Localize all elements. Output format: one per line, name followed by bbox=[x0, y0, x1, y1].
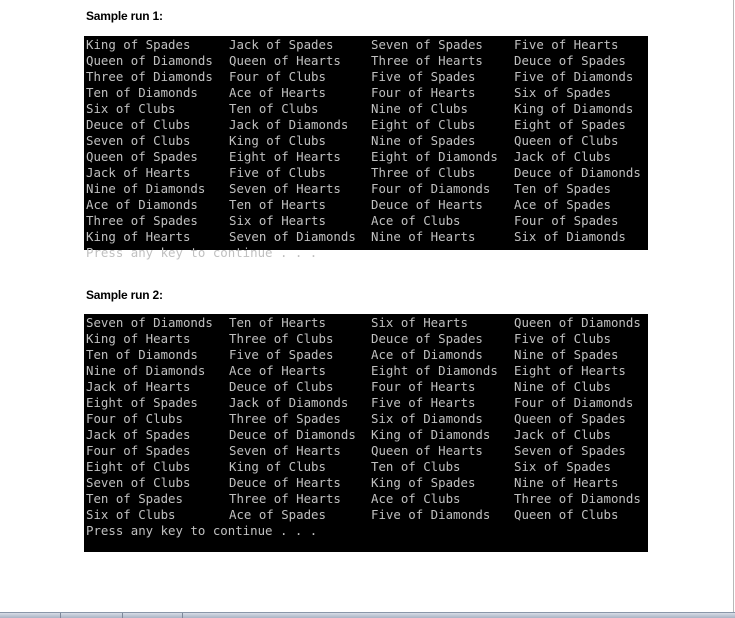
card-name: Ten of Spades bbox=[514, 181, 611, 196]
card-name: Jack of Clubs bbox=[514, 427, 611, 442]
card-name: Four of Spades bbox=[514, 213, 619, 228]
card-name: Jack of Diamonds bbox=[229, 117, 349, 132]
card-name: Five of Diamonds bbox=[371, 507, 491, 522]
card-name: Four of Diamonds bbox=[371, 181, 491, 196]
card-name: Queen of Hearts bbox=[229, 53, 341, 68]
card-name: Eight of Hearts bbox=[514, 363, 626, 378]
card-name: King of Clubs bbox=[229, 459, 326, 474]
card-name: Four of Clubs bbox=[229, 69, 326, 84]
card-name: Seven of Hearts bbox=[229, 443, 341, 458]
card-name: Nine of Spades bbox=[371, 133, 476, 148]
card-name: Eight of Spades bbox=[514, 117, 626, 132]
card-name: Six of Hearts bbox=[371, 315, 468, 330]
card-name: Ten of Hearts bbox=[229, 197, 326, 212]
card-name: King of Hearts bbox=[86, 229, 191, 244]
card-name: Six of Diamonds bbox=[371, 411, 483, 426]
press-any-key-prompt: Press any key to continue . . . bbox=[86, 245, 318, 260]
card-name: Nine of Diamonds bbox=[86, 363, 206, 378]
card-name: Three of Hearts bbox=[229, 491, 341, 506]
card-name: Ace of Diamonds bbox=[371, 347, 483, 362]
card-name: Ten of Spades bbox=[86, 491, 183, 506]
card-name: Jack of Clubs bbox=[514, 149, 611, 164]
card-name: Ace of Hearts bbox=[229, 363, 326, 378]
card-name: Five of Hearts bbox=[514, 37, 619, 52]
card-name: Seven of Clubs bbox=[86, 133, 191, 148]
card-name: Queen of Diamonds bbox=[86, 53, 213, 68]
card-name: Deuce of Hearts bbox=[229, 475, 341, 490]
card-name: Three of Spades bbox=[229, 411, 341, 426]
card-name: Deuce of Diamonds bbox=[229, 427, 356, 442]
card-name: Three of Hearts bbox=[371, 53, 483, 68]
card-name: Three of Spades bbox=[86, 213, 198, 228]
card-name: Ten of Diamonds bbox=[86, 85, 198, 100]
console-output-run-1 bbox=[84, 36, 648, 260]
card-name: Ten of Clubs bbox=[229, 101, 319, 116]
card-name: Eight of Diamonds bbox=[371, 149, 498, 164]
card-name: King of Diamonds bbox=[514, 101, 634, 116]
card-name: Deuce of Spades bbox=[371, 331, 483, 346]
card-name: Jack of Spades bbox=[229, 37, 334, 52]
card-name: Queen of Hearts bbox=[371, 443, 483, 458]
card-name: Queen of Clubs bbox=[514, 507, 619, 522]
card-name: Nine of Clubs bbox=[371, 101, 468, 116]
card-name: Ace of Hearts bbox=[229, 85, 326, 100]
card-name: King of Spades bbox=[371, 475, 476, 490]
card-name: Three of Diamonds bbox=[86, 69, 213, 84]
card-name: Eight of Clubs bbox=[86, 459, 191, 474]
card-name: Ten of Hearts bbox=[229, 315, 326, 330]
card-name: Jack of Hearts bbox=[86, 379, 191, 394]
card-name: Four of Hearts bbox=[371, 85, 476, 100]
card-name: Seven of Clubs bbox=[86, 475, 191, 490]
card-name: Eight of Hearts bbox=[229, 149, 341, 164]
card-name: Six of Clubs bbox=[86, 507, 176, 522]
card-name: Seven of Spades bbox=[371, 37, 483, 52]
card-name: Ace of Clubs bbox=[371, 213, 461, 228]
card-name: Seven of Diamonds bbox=[229, 229, 356, 244]
console-output-run-2 bbox=[84, 314, 648, 552]
card-name: King of Spades bbox=[86, 37, 191, 52]
card-name: Eight of Clubs bbox=[371, 117, 476, 132]
card-name: Nine of Hearts bbox=[514, 475, 619, 490]
card-name: Seven of Diamonds bbox=[86, 315, 213, 330]
card-name: King of Clubs bbox=[229, 133, 326, 148]
card-name: Deuce of Clubs bbox=[229, 379, 334, 394]
card-name: Deuce of Hearts bbox=[371, 197, 483, 212]
card-name: Five of Hearts bbox=[371, 395, 476, 410]
card-name: Six of Clubs bbox=[86, 101, 176, 116]
card-name: Six of Hearts bbox=[229, 213, 326, 228]
card-name: Six of Diamonds bbox=[514, 229, 626, 244]
card-name: Nine of Spades bbox=[514, 347, 619, 362]
card-name: Queen of Spades bbox=[86, 149, 198, 164]
card-name: Six of Spades bbox=[514, 459, 611, 474]
card-name: Ace of Clubs bbox=[371, 491, 461, 506]
card-name: Eight of Diamonds bbox=[371, 363, 498, 378]
card-name: Three of Clubs bbox=[371, 165, 476, 180]
card-name: Nine of Clubs bbox=[514, 379, 611, 394]
card-name: Three of Diamonds bbox=[514, 491, 641, 506]
card-name: Ace of Spades bbox=[229, 507, 326, 522]
card-name: Queen of Clubs bbox=[514, 133, 619, 148]
taskbar-segment bbox=[60, 613, 123, 618]
card-name: Five of Clubs bbox=[229, 165, 326, 180]
card-name: Ten of Clubs bbox=[371, 459, 461, 474]
taskbar-strip bbox=[0, 612, 735, 618]
card-name: Queen of Diamonds bbox=[514, 315, 641, 330]
taskbar-segment bbox=[122, 613, 183, 618]
card-name: Six of Spades bbox=[514, 85, 611, 100]
card-name: King of Hearts bbox=[86, 331, 191, 346]
card-name: Four of Diamonds bbox=[514, 395, 634, 410]
card-name: Jack of Diamonds bbox=[229, 395, 349, 410]
card-name: Five of Diamonds bbox=[514, 69, 634, 84]
card-name: Seven of Hearts bbox=[229, 181, 341, 196]
card-name: Five of Spades bbox=[371, 69, 476, 84]
card-name: Four of Hearts bbox=[371, 379, 476, 394]
card-name: Three of Clubs bbox=[229, 331, 334, 346]
sample-run-2-caption: Sample run 2: bbox=[86, 288, 163, 302]
card-name: Ace of Spades bbox=[514, 197, 611, 212]
card-name: Four of Spades bbox=[86, 443, 191, 458]
card-name: King of Diamonds bbox=[371, 427, 491, 442]
card-name: Jack of Hearts bbox=[86, 165, 191, 180]
sample-run-1-caption: Sample run 1: bbox=[86, 9, 163, 23]
card-name: Queen of Spades bbox=[514, 411, 626, 426]
card-name: Nine of Diamonds bbox=[86, 181, 206, 196]
press-any-key-prompt: Press any key to continue . . . bbox=[86, 523, 318, 538]
card-name: Five of Spades bbox=[229, 347, 334, 362]
card-name: Five of Clubs bbox=[514, 331, 611, 346]
card-name: Nine of Hearts bbox=[371, 229, 476, 244]
card-name: Jack of Spades bbox=[86, 427, 191, 442]
card-name: Four of Clubs bbox=[86, 411, 183, 426]
card-name: Deuce of Clubs bbox=[86, 117, 191, 132]
card-name: Ten of Diamonds bbox=[86, 347, 198, 362]
card-name: Deuce of Spades bbox=[514, 53, 626, 68]
card-name: Ace of Diamonds bbox=[86, 197, 198, 212]
card-name: Deuce of Diamonds bbox=[514, 165, 641, 180]
card-name: Seven of Spades bbox=[514, 443, 626, 458]
card-name: Eight of Spades bbox=[86, 395, 198, 410]
taskbar-segment bbox=[0, 613, 61, 618]
